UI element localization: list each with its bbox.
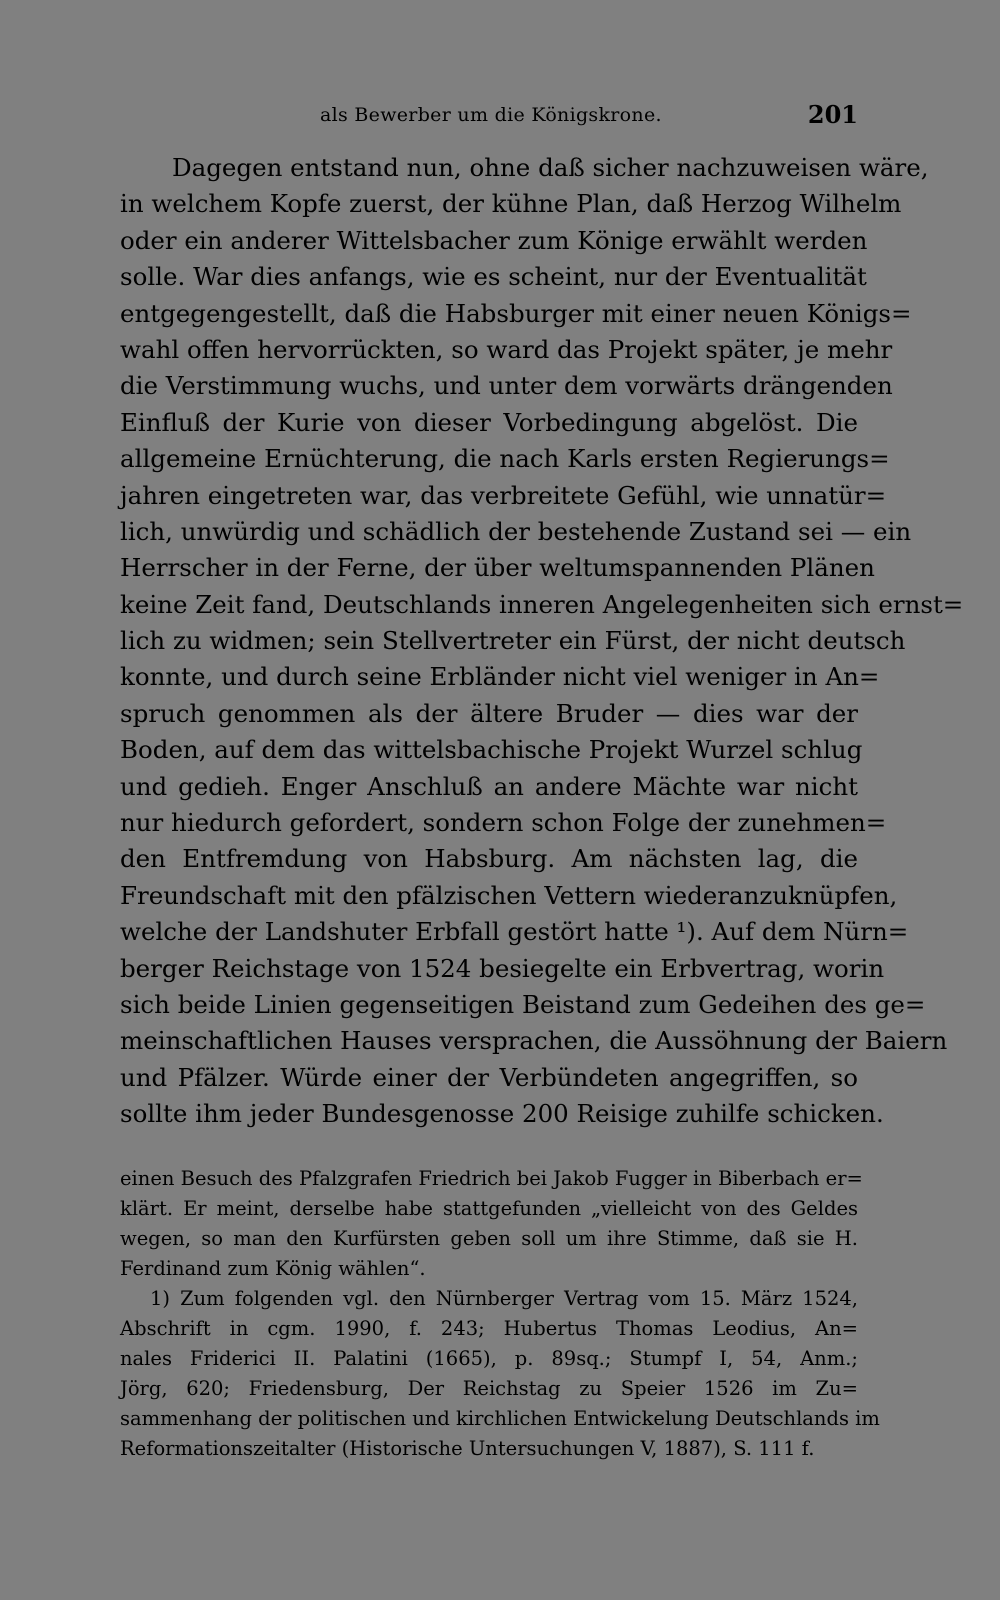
footnote-line: klärt. Er meint, derselbe habe stattgefunden „vielleicht von des Geldes bbox=[120, 1197, 858, 1220]
body-line: in welchem Kopfe zuerst, der kühne Plan, daß Herzog Wilhelm bbox=[120, 189, 902, 219]
body-line: spruch genommen als der ältere Bruder — dies war der bbox=[120, 698, 858, 728]
page-header bbox=[120, 98, 858, 134]
body-line: Boden, auf dem das wittelsbachische Projekt Wurzel schlug bbox=[120, 735, 863, 765]
body-line: Dagegen entstand nun, ohne daß sicher nachzuweisen wäre, bbox=[172, 153, 929, 182]
footnote-line: Reformationszeitalter (Historische Untersuchungen V, 1887), S. 111 f. bbox=[120, 1437, 815, 1460]
footnote-line: Jörg, 620; Friedensburg, Der Reichstag zu Speier 1526 im Zu= bbox=[120, 1377, 858, 1400]
body-line: wahl offen hervorrückten, so ward das Projekt später, je mehr bbox=[120, 334, 893, 364]
body-line: die Verstimmung wuchs, und unter dem vorwärts drängenden bbox=[120, 371, 893, 401]
body-line: sich beide Linien gegenseitigen Beistand zum Gedeihen des ge= bbox=[120, 989, 926, 1019]
body-line: berger Reichstage von 1524 besiegelte ein Erbvertrag, worin bbox=[120, 953, 885, 983]
footnote-line: Abschrift in cgm. 1990, f. 243; Hubertus Thomas Leodius, An= bbox=[120, 1317, 858, 1340]
body-line: und gedieh. Enger Anschluß an andere Mächte war nicht bbox=[120, 771, 858, 801]
body-line: entgegengestellt, daß die Habsburger mit einer neuen Königs= bbox=[120, 298, 912, 328]
page-number: 201 bbox=[807, 100, 858, 129]
body-line: jahren eingetreten war, das verbreitete Gefühl, wie unnatür= bbox=[120, 480, 887, 510]
body-line: allgemeine Ernüchterung, die nach Karls ersten Regierungs= bbox=[120, 444, 890, 474]
body-line: keine Zeit fand, Deutschlands inneren Angelegenheiten sich ernst= bbox=[120, 589, 964, 619]
footnote-line: 1) Zum folgenden vgl. den Nürnberger Vertrag vom 15. März 1524, bbox=[150, 1287, 858, 1310]
footnotes bbox=[120, 1164, 880, 1464]
footnote-line: sammenhang der politischen und kirchlichen Entwickelung Deutschlands im bbox=[120, 1407, 880, 1430]
body-line: den Entfremdung von Habsburg. Am nächsten lag, die bbox=[120, 844, 858, 874]
body-line: konnte, und durch seine Erbländer nicht viel weniger in An= bbox=[120, 662, 880, 692]
body-line: nur hiedurch gefordert, sondern schon Folge der zunehmen= bbox=[120, 808, 887, 838]
body-text bbox=[120, 150, 964, 1133]
body-line: meinschaftlichen Hauses versprachen, die Aussöhnung der Baiern bbox=[120, 1026, 948, 1056]
body-line: solle. War dies anfangs, wie es scheint, nur der Eventualität bbox=[120, 262, 867, 292]
body-line: oder ein anderer Wittelsbacher zum Könige erwählt werden bbox=[120, 225, 868, 255]
body-line: welche der Landshuter Erbfall gestört hatte ¹). Auf dem Nürn= bbox=[120, 917, 909, 947]
body-line: lich zu widmen; sein Stellvertreter ein Fürst, der nicht deutsch bbox=[120, 626, 906, 656]
body-line: Herrscher in der Ferne, der über weltumspannenden Plänen bbox=[120, 553, 875, 583]
footnote-line: wegen, so man den Kurfürsten geben soll um ihre Stimme, daß sie H. bbox=[120, 1227, 858, 1250]
running-title: als Bewerber um die Königskrone. bbox=[320, 104, 662, 126]
footnote-line: einen Besuch des Pfalzgrafen Friedrich bei Jakob Fugger in Biberbach er= bbox=[120, 1167, 863, 1190]
body-line: und Pfälzer. Würde einer der Verbündeten angegriffen, so bbox=[120, 1062, 858, 1092]
footnote-line: Ferdinand zum König wählen“. bbox=[120, 1257, 426, 1280]
body-line: Freundschaft mit den pfälzischen Vettern wiederanzuknüpfen, bbox=[120, 880, 898, 910]
body-line: lich, unwürdig und schädlich der bestehende Zustand sei — ein bbox=[120, 516, 912, 546]
footnote-line: nales Friderici II. Palatini (1665), p. 89sq.; Stumpf I, 54, Anm.; bbox=[120, 1347, 858, 1370]
body-line: sollte ihm jeder Bundesgenosse 200 Reisige zuhilfe schicken. bbox=[120, 1099, 884, 1129]
body-line: Einfluß der Kurie von dieser Vorbedingung abgelöst. Die bbox=[120, 407, 858, 437]
